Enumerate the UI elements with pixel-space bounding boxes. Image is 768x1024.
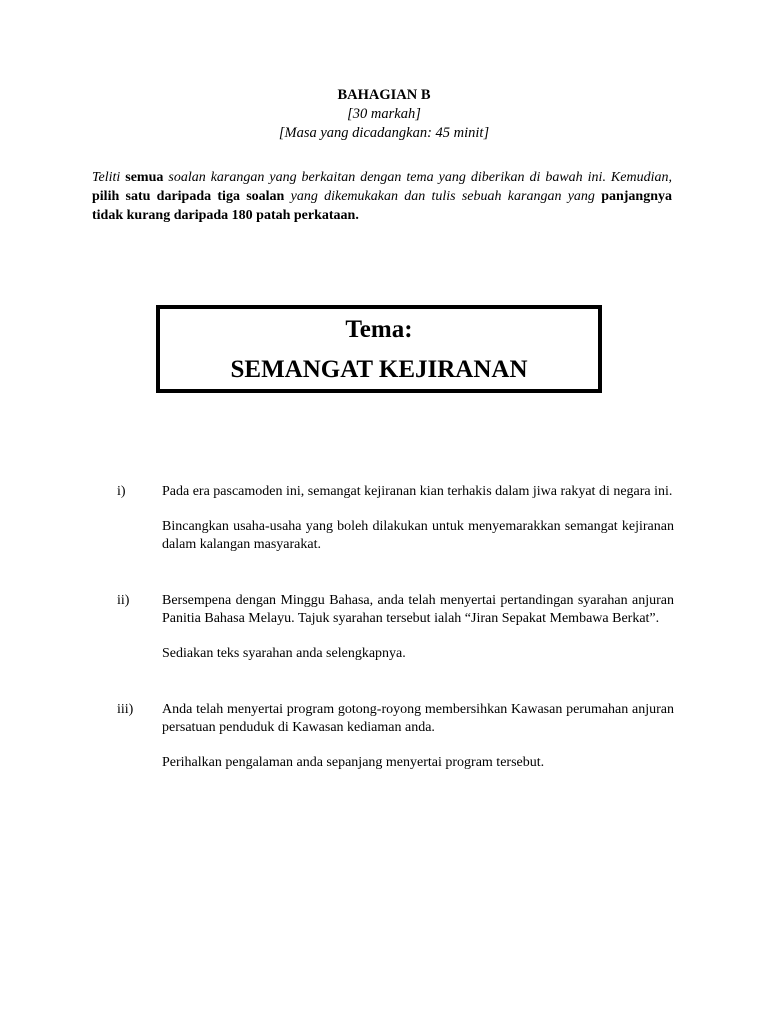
question-number: ii) <box>117 593 130 608</box>
question-paragraph: Perihalkan pengalaman anda sepanjang menyertai program tersebut. <box>162 755 545 770</box>
marks-label: [30 markah] <box>347 106 421 122</box>
section-title: BAHAGIAN B <box>337 87 431 103</box>
question-body <box>162 483 674 571</box>
time-label: [Masa yang dicadangkan: 45 minit] <box>278 125 490 141</box>
theme-name: SEMANGAT KEJIRANAN <box>230 356 528 383</box>
instructions-paragraph <box>92 168 672 225</box>
question-paragraph: Bersempena dengan Minggu Bahasa, anda telah menyertai pertandingan syarahan anjuran Panitia Bahasa Melayu. Tajuk syarahan tersebut ialah “Jiran Sepakat Membawa Berkat”. <box>162 593 674 626</box>
question-number: i) <box>117 484 126 499</box>
instructions-emphasis: semua <box>125 170 164 185</box>
question-paragraph: Pada era pascamoden ini, semangat kejiranan kian terhakis dalam jiwa rakyat di negara ini. <box>162 484 673 499</box>
instructions-text: Teliti <box>92 170 126 185</box>
question-paragraph: Sediakan teks syarahan anda selengkapnya. <box>162 646 406 661</box>
question-paragraph: Bincangkan usaha-usaha yang boleh dilakukan untuk menyemarakkan semangat kejiranan dalam kalangan masyarakat. <box>162 519 674 552</box>
question-paragraph: Anda telah menyertai program gotong-royong membersihkan Kawasan perumahan anjuran persatuan penduduk di Kawasan kediaman anda. <box>162 702 674 735</box>
instructions-text: soalan karangan yang berkaitan dengan tema yang diberikan di bawah ini. Kemudian, <box>163 170 672 185</box>
instructions-text: yang dikemukakan dan tulis sebuah karangan yang <box>284 189 602 204</box>
theme-box <box>156 305 602 393</box>
question-body <box>162 592 674 680</box>
instructions-emphasis: pilih satu daripada tiga soalan <box>92 189 285 204</box>
instructions-emphasis: panjangnya tidak kurang daripada 180 patah perkataan. <box>92 189 672 223</box>
theme-label: Tema: <box>345 316 413 343</box>
section-header <box>0 86 768 143</box>
question-number: iii) <box>117 702 134 717</box>
question-body <box>162 701 674 789</box>
